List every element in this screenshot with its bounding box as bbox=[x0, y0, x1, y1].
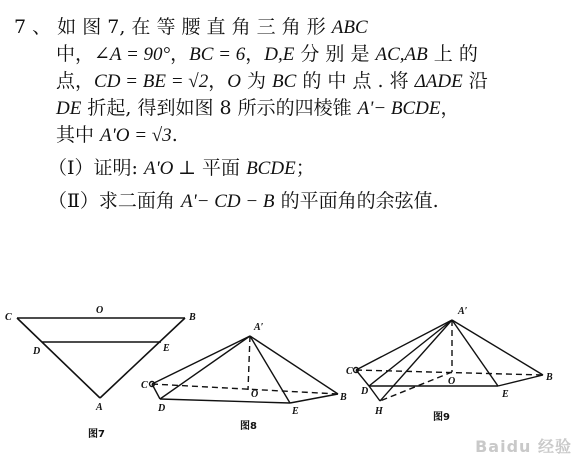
fig8-label-ap: A′ bbox=[254, 322, 264, 333]
part-1: （Ⅰ）证明: A'O ⊥ 平面 BCDE； bbox=[48, 157, 315, 179]
problem-line-5: 其中 A'O = √3. bbox=[56, 124, 178, 146]
figure-9 bbox=[354, 320, 544, 401]
part-2: （Ⅱ）求二面角 A'− CD − B 的平面角的余弦值. bbox=[48, 190, 439, 212]
fig9-edge-apb bbox=[452, 320, 543, 375]
fig7-label-o: O bbox=[96, 305, 104, 316]
fig8-edge-apo bbox=[248, 336, 250, 390]
fig9-caption: 图9 bbox=[433, 412, 450, 423]
fig8-edge-eb bbox=[290, 394, 338, 403]
fig8-label-o: O bbox=[251, 389, 259, 400]
fig7-label-c: C bbox=[5, 312, 12, 323]
fig9-edge-ape bbox=[452, 320, 498, 386]
fig9-label-e: E bbox=[502, 389, 509, 400]
problem-line-2: 中，∠A = 90°，BC = 6，D,E 分 别 是 AC,AB 上 的 bbox=[56, 43, 478, 65]
fig9-label-b: B bbox=[546, 372, 553, 383]
fig7-label-e: E bbox=[163, 343, 170, 354]
fig7-caption: 图7 bbox=[88, 429, 105, 440]
fig8-caption: 图8 bbox=[240, 421, 257, 432]
figure-8 bbox=[150, 336, 339, 403]
fig9-edge-apc bbox=[356, 320, 452, 370]
fig8-label-e: E bbox=[292, 406, 299, 417]
fig7-label-d: D bbox=[33, 346, 41, 357]
fig9-edge-eb bbox=[498, 375, 543, 386]
fig8-edge-apd bbox=[160, 336, 250, 399]
fig9-edge-aph bbox=[380, 320, 452, 401]
fig7-edge-ca bbox=[17, 318, 100, 398]
fig8-edge-de bbox=[160, 399, 290, 403]
fig9-label-o: O bbox=[448, 376, 456, 387]
problem-line-4: DE 折起, 得到如图 8 所示的四棱锥 A'− BCDE， bbox=[56, 97, 460, 119]
fig8-label-d: D bbox=[158, 403, 166, 414]
problem-line-1: 7 、 如 图 7, 在 等 腰 直 角 三 角 形 ABC bbox=[14, 16, 368, 38]
fig9-label-d: D bbox=[361, 386, 369, 397]
problem-text bbox=[14, 14, 566, 215]
fig9-label-c: C bbox=[346, 366, 353, 377]
fig8-label-b: B bbox=[340, 392, 347, 403]
fig7-label-a: A bbox=[96, 402, 103, 413]
fig9-label-ap: A′ bbox=[458, 306, 468, 317]
problem-line-3: 点，CD = BE = √2，O 为 BC 的 中 点 . 将 ΔADE 沿 bbox=[56, 70, 488, 92]
watermark: Baidu 经验 bbox=[475, 437, 572, 456]
fig9-edge-apd bbox=[369, 320, 452, 386]
fig9-label-h: H bbox=[375, 406, 383, 417]
fig8-edge-apb bbox=[250, 336, 338, 394]
fig9-edge-dh bbox=[369, 386, 380, 401]
fig7-label-b: B bbox=[189, 312, 196, 323]
problem-number: 7 bbox=[14, 16, 27, 38]
figure-7 bbox=[17, 318, 185, 398]
fig8-label-c: C bbox=[141, 380, 148, 391]
